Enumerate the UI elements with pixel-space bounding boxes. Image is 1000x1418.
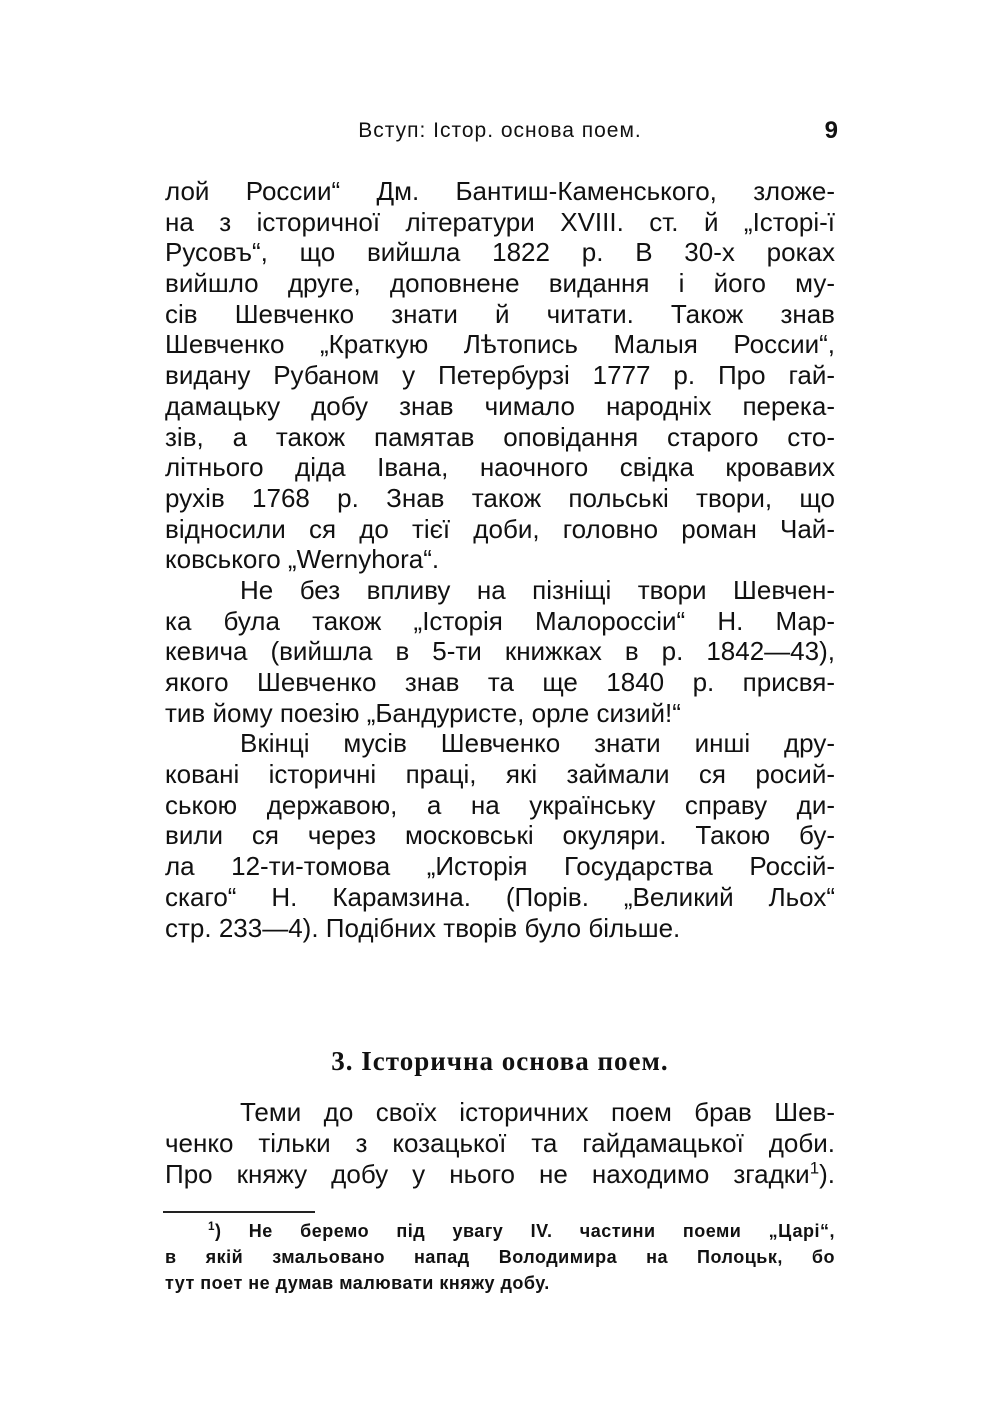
footnote-reference[interactable]: 1 [809, 1158, 820, 1178]
text-line: ською державою, а на українську справу ди- [165, 789, 835, 820]
text-line: тив йому поезію „Бандуристе, орле сизий!“ [165, 697, 681, 728]
footnote-line: тут поет не думав малювати княжу добу. [165, 1273, 550, 1293]
text-line: ка була також „Історія Малороссіи“ Н. Мар- [165, 605, 835, 636]
text-line: ковського „Wernyhora“. [165, 544, 440, 575]
running-header [160, 113, 840, 149]
text-line: зів, а також памятав оповідання старого сто- [165, 421, 835, 452]
text-line: ковані історичні праці, які займали ся росий- [165, 759, 835, 790]
text-line: Вкінці мусів Шевченко знати инші дру- [240, 728, 835, 759]
body-text [165, 176, 835, 943]
text-line: Не без впливу на пізніщі твори Шевчен- [240, 574, 835, 605]
text-line: Теми до своїх історичних поем брав Шев- [240, 1097, 835, 1127]
text-line: скаго“ Н. Карамзина. (Порів. „Великий Льох“ [165, 881, 835, 912]
text-fragment: ) Не беремо під увагу IV. частини поеми „Царі“, [215, 1221, 835, 1241]
text-line: вийшло друге, доповнене видання і його му- [165, 268, 835, 299]
running-title: Вступ: Істор. основа поем. [358, 119, 642, 142]
text-line: сів Шевченко знати й читати. Також знав [165, 298, 835, 329]
text-line: стр. 233—4). Подібних творів було більше. [165, 912, 681, 943]
text-line: кевича (вийшла в 5-ти книжках в р. 1842—43), [165, 636, 835, 667]
footnote-line [165, 1218, 835, 1244]
footnote [165, 1218, 835, 1296]
text-line: рухів 1768 р. Знав також польські твори, що [165, 482, 835, 513]
text-fragment: Про княжу добу у нього не находимо згадки [165, 1159, 810, 1189]
section-heading: 3. Історична основа поем. [331, 1046, 669, 1076]
text-line: якого Шевченко знав та ще 1840 р. присвя- [165, 667, 835, 697]
page-number: 9 [824, 117, 838, 144]
text-line: Шевченко „Краткую Лѣтопись Малыя России“, [165, 329, 835, 360]
text-line: на з історичної літератури XVIII. ст. й „Історі-ї [165, 206, 835, 237]
text-line: літнього діда Івана, наочного свідка кровавих [165, 452, 835, 483]
section-text [165, 1097, 835, 1190]
footnote-divider [163, 1211, 315, 1213]
text-line: Русовъ“, що вийшла 1822 р. В 30-х роках [165, 237, 835, 268]
text-line: відносили ся до тієї доби, головно роман Чай- [165, 513, 835, 544]
text-line: дамацьку добу знав чимало народніх перека- [165, 390, 835, 421]
text-line: лой России“ Дм. Бантиш-Каменського, зложе- [165, 176, 835, 206]
text-line: ла 12-ти-томова „Исторія Государства Россій- [165, 851, 835, 882]
text-fragment: ). [819, 1159, 835, 1189]
text-line [165, 1159, 835, 1190]
text-line: видану Рубаном у Петербурзі 1777 р. Про гай- [165, 360, 835, 391]
text-line: вили ся через московські окуляри. Такою бу- [165, 820, 835, 851]
footnote-marker: 1 [208, 1220, 216, 1233]
footnote-line: в якій змальовано напад Володимира на Полоцьк, бо [165, 1247, 835, 1267]
text-line: ченко тільки з козацької та гайдамацької доби. [165, 1128, 835, 1158]
